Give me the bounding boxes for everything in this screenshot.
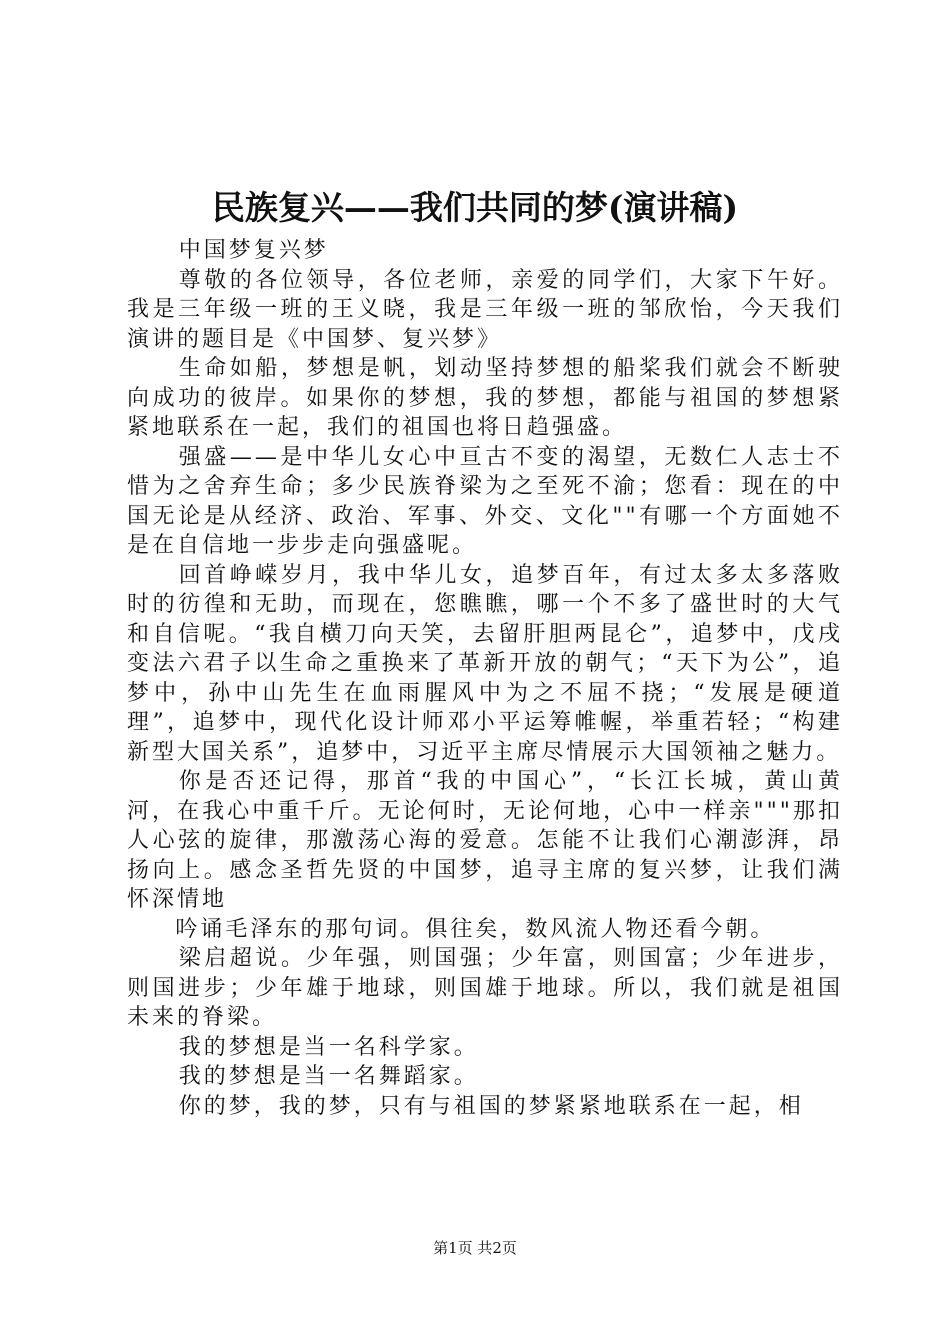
paragraph: 你的梦，我的梦，只有与祖国的梦紧紧地联系在一起，相 xyxy=(178,1093,804,1119)
paragraph: 我的梦想是当一名科学家。 xyxy=(178,1034,479,1060)
paragraph: 生命如船，梦想是帆，划动坚持梦想的船桨我们就会不断驶向成功的彼岸。如果你的梦想，我的梦想，都能与祖国的梦想紧紧地联系在一起，我们的祖国也将日趋强盛。 xyxy=(127,356,843,440)
paragraph: 回首峥嵘岁月，我中华儿女，追梦百年，有过太多太多落败时的彷徨和无助，而现在，您瞧瞧，哪一个不多了盛世时的大气和自信呢。“我自横刀向天笑，去留肝胆两昆仑”，追梦中，戊戌变法六君子以生命之重换来了革新开放的朝气；“天下为公”，追梦中，孙中山先生在血雨腥风中为之不屈不挠；“发展是硬道理”，追梦中，现代化设计师邓小平运筹帷幄，举重若轻；“构建新型大国关系”，追梦中，习近平主席尽情展示大国领袖之魅力。 xyxy=(127,562,843,765)
paragraph: 我的梦想是当一名舞蹈家。 xyxy=(178,1064,479,1089)
paragraph-subtitle: 中国梦复兴梦 xyxy=(178,238,329,263)
paragraph: 梁启超说。少年强，则国强；少年富，则国富；少年进步，则国进步；少年雄于地球，则国雄于地球。所以，我们就是祖国未来的脊梁。 xyxy=(127,946,843,1030)
paragraph: 吟诵毛泽东的那句词。俱往矣，数风流人物还看今朝。 xyxy=(175,916,776,942)
paragraph: 你是否还记得，那首“我的中国心”，“长江长城，黄山黄河，在我心中重千斤。无论何时，无论何地，心中一样亲"""那扣人心弦的旋律，那激荡心海的爱意。怎能不让我们心潮澎湃，昂扬向上。感念圣哲先贤的中国梦，追寻主席的复兴梦，让我们满怀深情地 xyxy=(127,769,843,912)
document-title: 民族复兴——我们共同的梦(演讲稿) xyxy=(211,188,739,227)
paragraph: 强盛——是中华儿女心中亘古不变的渴望，无数仁人志士不惜为之舍弃生命；多少民族脊梁为之至死不渝；您看：现在的中国无论是从经济、政治、军事、外交、文化""有哪一个方面她不是在自信地一步步走向强盛呢。 xyxy=(127,444,843,558)
document-body xyxy=(127,236,843,1121)
page-footer: 第1页 共2页 xyxy=(433,1239,517,1257)
paragraph-greeting: 尊敬的各位领导，各位老师，亲爱的同学们，大家下午好。我是三年级一班的王义晓，我是三年级一班的邹欣怡，今天我们演讲的题目是《中国梦、复兴梦》 xyxy=(127,267,843,352)
